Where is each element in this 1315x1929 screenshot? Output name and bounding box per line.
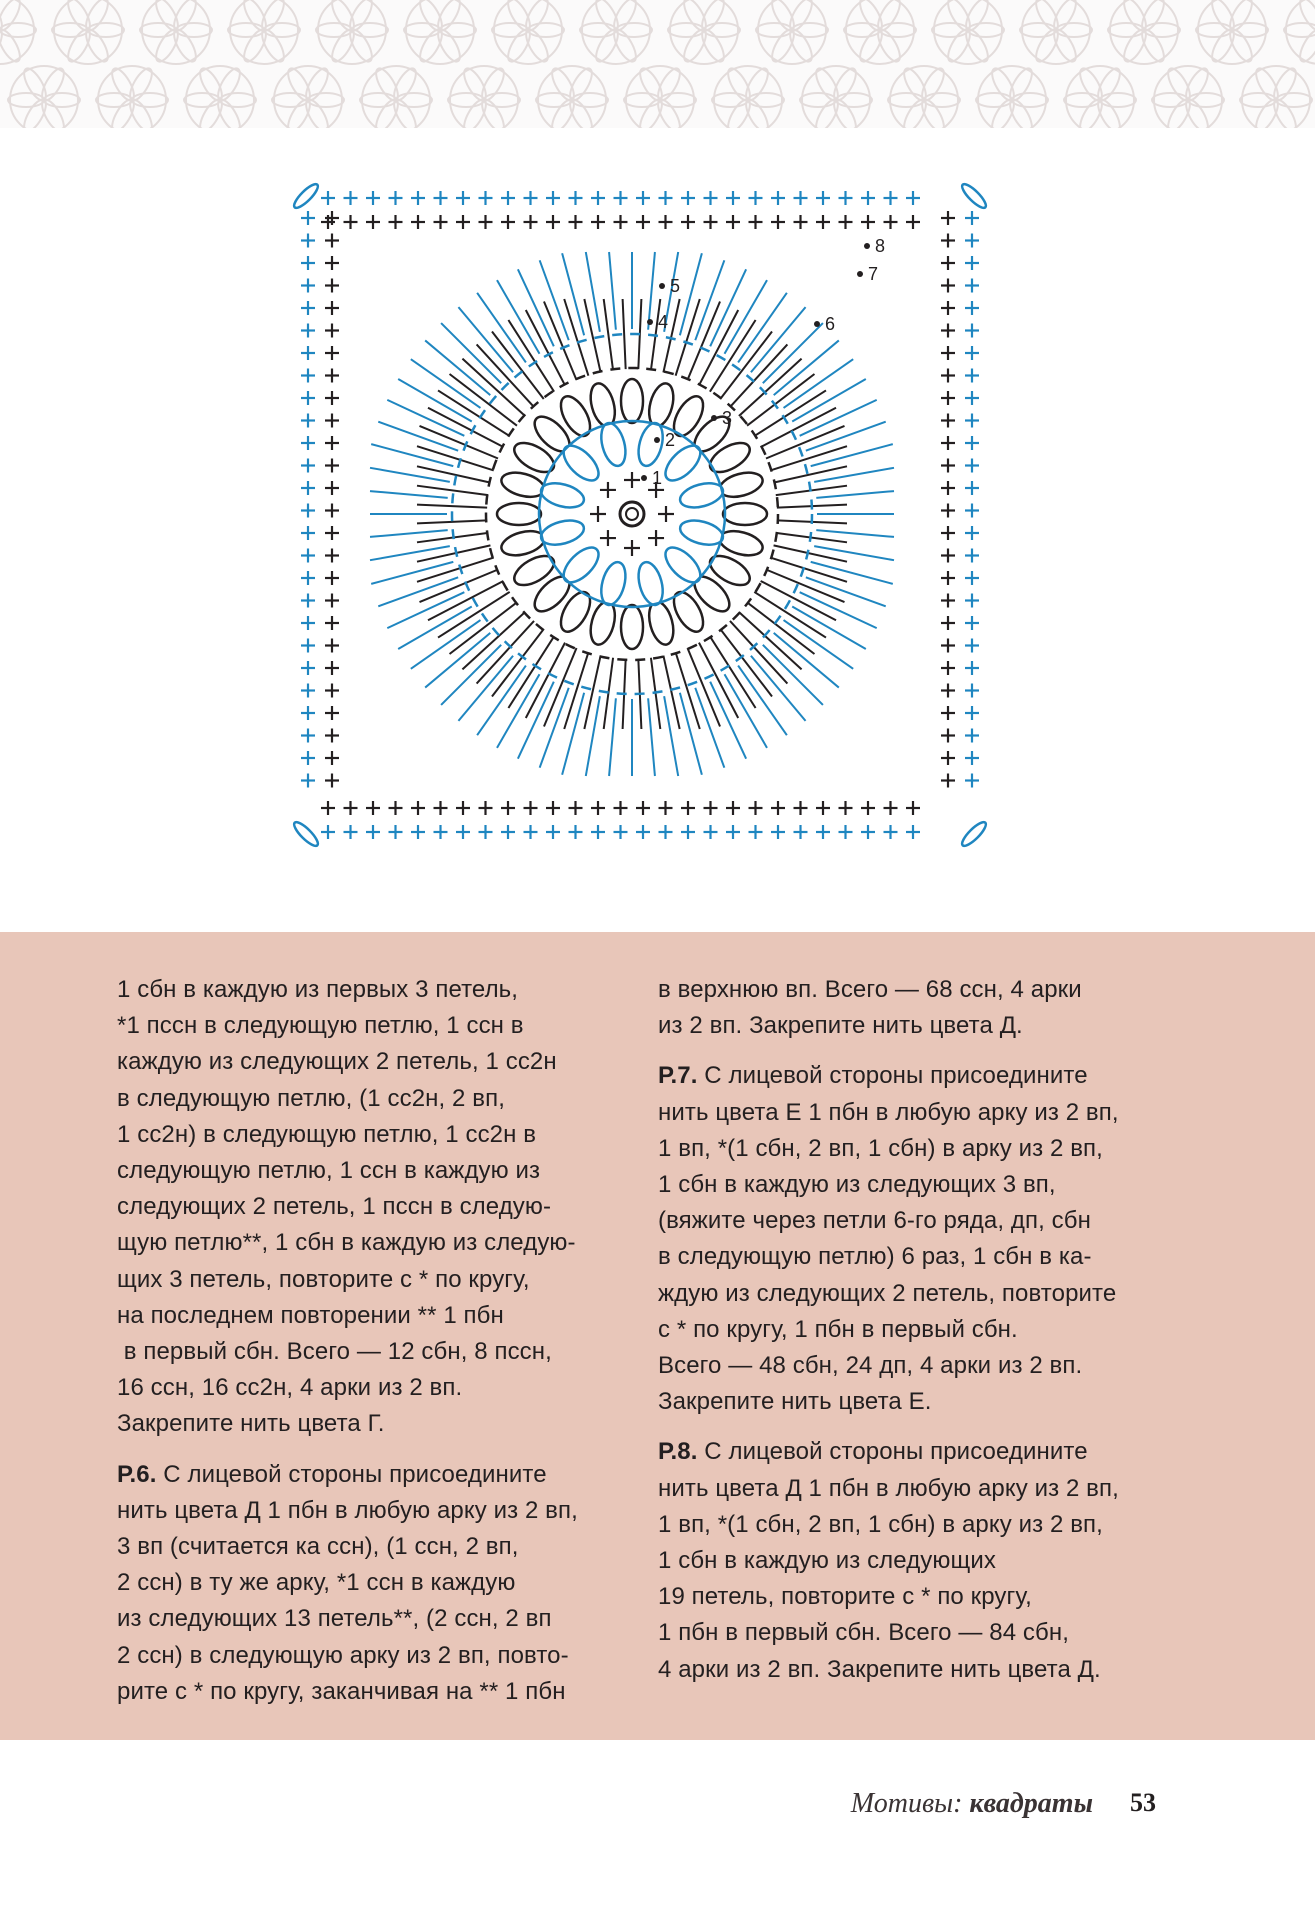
instruction-paragraph — [117, 972, 637, 1443]
chart-stitch-tr — [623, 299, 626, 369]
chart-round-start-dot — [659, 283, 665, 289]
instructions-panel — [0, 932, 1315, 1740]
chart-stitch-dc — [725, 674, 768, 748]
instruction-line: из следующих 13 петель**, (2 ссн, 2 вп — [117, 1605, 552, 1633]
crochet-chart-svg — [280, 170, 1000, 860]
chart-corner-chain — [959, 181, 989, 211]
chart-corner-chain — [291, 181, 321, 211]
chart-round-label: 8 — [875, 236, 886, 256]
chart-stitch-dc — [370, 530, 448, 537]
chart-stitch-tr — [663, 656, 679, 729]
instruction-paragraph — [658, 1058, 1178, 1420]
chart-stitch-puff — [621, 605, 643, 649]
instruction-line: 1 сбн в каждую из следующих — [658, 1547, 996, 1575]
page-number: 53 — [1130, 1788, 1156, 1817]
instruction-line: 4 арки из 2 вп. Закрепите нить цвета Д. — [658, 1655, 1101, 1683]
instruction-line: *1 пссн в следующую петлю, 1 ссн в — [117, 1012, 524, 1040]
chart-stitch-dc — [497, 674, 540, 748]
chart-stitch-puff — [634, 559, 667, 607]
instruction-line: Закрепите нить цвета Е. — [658, 1388, 932, 1416]
chart-round-label: 5 — [670, 276, 681, 296]
chart-stitch-dc — [387, 400, 464, 436]
instruction-line: 19 петель, повторите с * по кругу, — [658, 1583, 1032, 1611]
chart-stitch-tr — [544, 648, 577, 727]
lace-pattern-svg — [0, 0, 1315, 128]
section-title-prefix: Мотивы: — [850, 1788, 970, 1819]
instruction-line: 2 ссн) в ту же арку, *1 ссн в каждую — [117, 1569, 516, 1597]
chart-round-label: 2 — [665, 430, 676, 450]
chart-stitch-tr — [526, 643, 565, 718]
instruction-line: в следующую петлю, (1 сс2н, 2 вп, — [117, 1084, 505, 1112]
chart-stitch-dc — [518, 682, 554, 759]
instruction-line: щих 3 петель, повторите с * по кругу, — [117, 1265, 530, 1293]
instruction-line: 1 сбн в каждую из следующих 3 вп, — [658, 1171, 1056, 1199]
instruction-line: 3 вп (считается ка ссн), (1 ссн, 2 вп, — [117, 1533, 519, 1561]
chart-stitch-tr — [417, 466, 490, 482]
chart-stitch-dc — [586, 252, 600, 332]
row-label: Р.7. — [658, 1062, 698, 1090]
chart-stitch-puff — [597, 420, 630, 468]
instruction-line: 1 вп, *(1 сбн, 2 вп, 1 сбн) в арку из 2 вп, — [658, 1510, 1103, 1538]
chart-stitch-tr — [417, 545, 490, 561]
chart-stitch-puff — [621, 379, 643, 423]
chart-stitch-tr — [428, 581, 503, 620]
chart-stitch-dc — [816, 491, 894, 498]
chart-stitch-dc — [792, 379, 866, 422]
instruction-line: 2 ссн) в следующую арку из 2 вп, повто- — [117, 1641, 569, 1669]
chart-stitch-dc — [648, 252, 655, 330]
chart-stitch-puff — [634, 420, 667, 468]
chart-stitch-tr — [687, 302, 720, 381]
instruction-line: Закрепите нить цвета Г. — [117, 1410, 385, 1438]
chart-stitch-dc — [680, 693, 702, 775]
chart-stitch-puff — [677, 479, 725, 512]
instruction-line: 16 ссн, 16 сс2н, 4 арки из 2 вп. — [117, 1374, 463, 1402]
chart-stitch-dc — [811, 562, 893, 584]
chart-stitch-tr — [687, 648, 720, 727]
instruction-paragraph — [658, 972, 1178, 1044]
chart-stitch-dc — [680, 253, 702, 335]
chart-round-start-dot — [814, 321, 820, 327]
chart-round-label: 1 — [652, 468, 663, 488]
chart-stitch-dc — [371, 444, 453, 466]
chart-round-label: 7 — [868, 264, 879, 284]
chart-stitch-tr — [761, 581, 836, 620]
instruction-line — [658, 1434, 1178, 1470]
chart-stitch-tr — [544, 302, 577, 381]
chart-stitch-dc — [814, 546, 894, 560]
instruction-line — [117, 1457, 637, 1493]
chart-stitch-tr — [584, 299, 600, 372]
chart-stitch-dc — [648, 698, 655, 776]
chart-stitch-dc — [725, 280, 768, 354]
chart-magic-ring-inner — [626, 508, 638, 520]
chart-stitch-tr — [761, 408, 836, 447]
chart-stitch-dc — [370, 546, 450, 560]
chart-round-start-dot — [864, 243, 870, 249]
decorative-header-pattern — [0, 0, 1315, 128]
row-label: Р.8. — [658, 1438, 698, 1466]
chart-stitch-tr — [699, 310, 738, 385]
instruction-line: с * по кругу, 1 пбн в первый сбн. — [658, 1315, 1018, 1343]
chart-stitch-tr — [428, 408, 503, 447]
instructions-right-column — [658, 972, 1178, 1702]
chart-stitch-tr — [766, 569, 845, 602]
chart-stitch-dc — [562, 253, 584, 335]
instruction-line: 1 вп, *(1 сбн, 2 вп, 1 сбн) в арку из 2 вп, — [658, 1134, 1103, 1162]
chart-stitch-puff — [538, 479, 586, 512]
instruction-line: нить цвета Д 1 пбн в любую арку из 2 вп, — [658, 1474, 1119, 1502]
instruction-line: ждую из следующих 2 петель, повторите — [658, 1279, 1117, 1307]
instruction-line: нить цвета Е 1 пбн в любую арку из 2 вп, — [658, 1098, 1119, 1126]
chart-round-start-dot — [641, 475, 647, 481]
chart-stitch-dc — [370, 491, 448, 498]
instruction-paragraph — [117, 1457, 637, 1710]
chart-stitch-tr — [774, 466, 847, 482]
chart-round-start-dot — [711, 415, 717, 421]
chart-stitch-dc — [609, 698, 616, 776]
chart-stitch-dc — [814, 468, 894, 482]
chart-stitch-tr — [417, 505, 487, 508]
instruction-line: Всего — 48 сбн, 24 дп, 4 арки из 2 вп. — [658, 1352, 1083, 1380]
section-title — [851, 1788, 1093, 1820]
instruction-paragraph — [658, 1434, 1178, 1687]
chart-stitch-dc — [398, 607, 472, 650]
chart-stitch-dc — [664, 696, 678, 776]
chart-stitch-puff — [660, 542, 707, 589]
chart-round-start-dot — [857, 271, 863, 277]
chart-stitch-puff — [538, 516, 586, 549]
chart-stitch-puff — [723, 503, 767, 525]
instruction-line: рите с * по кругу, заканчивая на ** 1 пбн — [117, 1677, 566, 1705]
chart-stitch-dc — [518, 269, 554, 346]
section-title-name: квадраты — [969, 1788, 1093, 1819]
chart-stitch-dc — [398, 379, 472, 422]
chart-stitch-puff — [677, 516, 725, 549]
instruction-line: следующую петлю, 1 ссн в каждую из — [117, 1157, 541, 1185]
chart-stitch-dc — [800, 400, 877, 436]
crochet-chart — [280, 170, 1000, 860]
chart-stitch-dc — [370, 468, 450, 482]
instruction-line: 1 пбн в первый сбн. Всего — 84 сбн, — [658, 1619, 1069, 1647]
chart-stitch-dc — [497, 280, 540, 354]
chart-stitch-dc — [710, 682, 746, 759]
chart-stitch-puff — [497, 503, 541, 525]
chart-stitch-dc — [387, 592, 464, 628]
chart-round-label: 3 — [722, 408, 733, 428]
page-footer — [0, 1788, 1315, 1838]
chart-magic-ring — [620, 502, 644, 526]
chart-stitch-dc — [800, 592, 877, 628]
chart-stitch-tr — [663, 299, 679, 372]
chart-stitch-dc — [562, 693, 584, 775]
instruction-line: каждую из следующих 2 петель, 1 сс2н — [117, 1048, 557, 1076]
chart-round-start-dot — [647, 319, 653, 325]
chart-stitch-dc — [371, 562, 453, 584]
chart-corner-chain — [291, 819, 321, 849]
chart-corner-chain — [959, 819, 989, 849]
chart-stitch-tr — [699, 643, 738, 718]
chart-stitch-dc — [811, 444, 893, 466]
instruction-text: С лицевой стороны присоедините — [697, 1438, 1088, 1466]
instruction-line: нить цвета Д 1 пбн в любую арку из 2 вп, — [117, 1496, 578, 1524]
chart-round-label: 6 — [825, 314, 836, 334]
chart-round-start-dot — [654, 437, 660, 443]
chart-round-label: 4 — [658, 312, 669, 332]
chart-stitch-tr — [584, 656, 600, 729]
chart-round-chain — [539, 421, 725, 607]
instruction-line: из 2 вп. Закрепите нить цвета Д. — [658, 1012, 1023, 1040]
instruction-line: следующих 2 петель, 1 пссн в следую- — [117, 1193, 552, 1221]
instruction-line: (вяжите через петли 6-го ряда, дп, сбн — [658, 1207, 1091, 1235]
row-label: Р.6. — [117, 1460, 157, 1488]
chart-stitch-puff — [558, 440, 605, 487]
instruction-line: 1 сбн в каждую из первых 3 петель, — [117, 976, 519, 1003]
instruction-line: в верхнюю вп. Всего — 68 ссн, 4 арки — [658, 976, 1082, 1003]
chart-stitch-dc — [586, 696, 600, 776]
instruction-line: в следующую петлю) 6 раз, 1 сбн в ка- — [658, 1243, 1092, 1271]
chart-stitch-dc — [710, 269, 746, 346]
chart-stitch-tr — [420, 569, 499, 602]
chart-stitch-tr — [604, 299, 613, 370]
chart-stitch-dc — [609, 252, 616, 330]
chart-stitch-dc — [792, 607, 866, 650]
instruction-line — [658, 1058, 1178, 1094]
instruction-text: С лицевой стороны присоедините — [156, 1460, 547, 1488]
chart-stitch-tr — [766, 426, 845, 459]
chart-stitch-puff — [597, 559, 630, 607]
instruction-line: щую петлю**, 1 сбн в каждую из следую- — [117, 1229, 576, 1257]
instruction-line: 1 сс2н) в следующую петлю, 1 сс2н в — [117, 1120, 537, 1148]
chart-stitch-tr — [420, 426, 499, 459]
instruction-text: С лицевой стороны присоедините — [697, 1062, 1088, 1090]
instruction-line: в первый сбн. Всего — 12 сбн, 8 пссн, — [117, 1338, 552, 1366]
chart-stitch-puff — [558, 542, 605, 589]
chart-stitch-dc — [816, 530, 894, 537]
chart-stitch-tr — [774, 545, 847, 561]
instruction-line: на последнем повторении ** 1 пбн — [117, 1301, 504, 1329]
instructions-left-column — [117, 972, 637, 1724]
chart-stitch-tr — [526, 310, 565, 385]
